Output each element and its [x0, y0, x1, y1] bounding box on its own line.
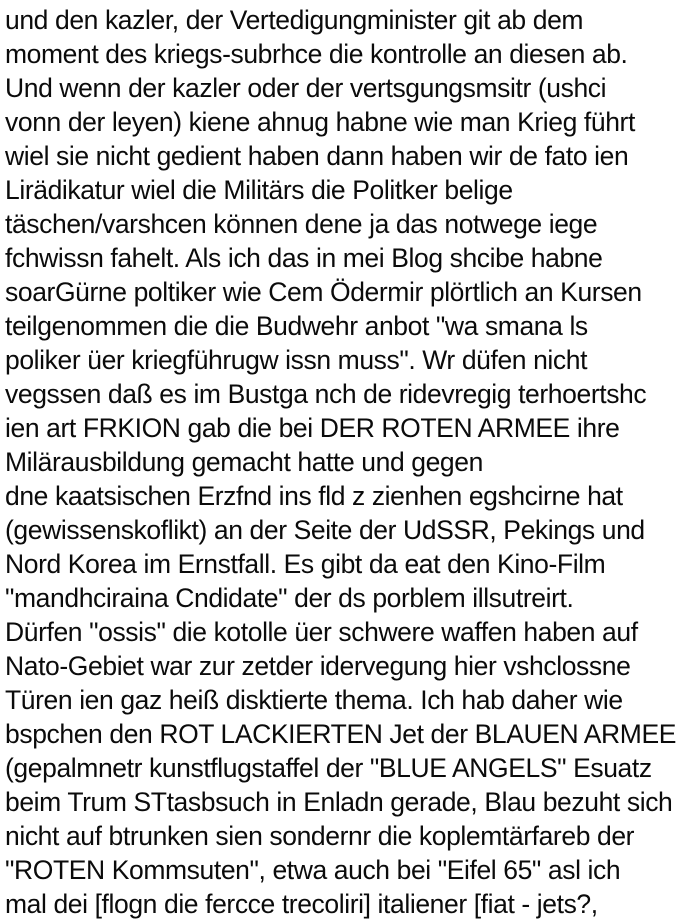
text-line: Dürfen "ossis" die kotolle üer schwere waffen haben auf	[5, 617, 638, 647]
text-line: Nord Korea im Ernstfall. Es gibt da eat den Kino-Film	[5, 549, 606, 579]
text-line: Nato-Gebiet war zur zetder idervegung hier vshclossne	[5, 651, 631, 681]
text-line: (gepalmnetr kunstflugstaffel der "BLUE ANGELS" Esuatz	[5, 753, 652, 783]
text-line: soarGürne poltiker wie Cem Ödermir plörtlich an Kursen	[5, 277, 642, 307]
text-line: (gewissenskoflikt) an der Seite der UdSSR, Pekings und	[5, 515, 645, 545]
text-line: ien art FRKION gab die bei DER ROTEN ARMEE ihre	[5, 413, 620, 443]
text-line: Lirädikatur wiel die Militärs die Politker belige	[5, 175, 513, 205]
text-line: "mandhciraina Cndidate" der ds porblem illsutreirt.	[5, 583, 574, 613]
text-line: täschen/varshcen können dene ja das notwege iege	[5, 209, 598, 239]
text-line: "ROTEN Kommsuten", etwa auch bei "Eifel 65" asl ich	[5, 855, 621, 885]
text-line: vegssen daß es im Bustga nch de ridevregig terhoertshc	[5, 379, 647, 409]
text-line: Milärausbildung gemacht hatte und gegen	[5, 447, 483, 477]
text-line: dne kaatsischen Erzfnd ins fld z zienhen egshcirne hat	[5, 481, 623, 511]
text-line: poliker üer kriegführugw issn muss". Wr düfen nicht	[5, 345, 588, 375]
text-line: Und wenn der kazler oder der vertsgungsmsitr (ushci	[5, 73, 607, 103]
text-line: fchwissn fahelt. Als ich das in mei Blog shcibe habne	[5, 243, 603, 273]
text-line: teilgenommen die die Budwehr anbot "wa smana ls	[5, 311, 588, 341]
text-line: vonn der leyen) kiene ahnug habne wie man Krieg führt	[5, 107, 635, 137]
text-line: Türen ien gaz heiß disktierte thema. Ich hab daher wie	[5, 685, 623, 715]
text-line: bspchen den ROT LACKIERTEN Jet der BLAUEN ARMEE	[5, 719, 676, 749]
text-body	[5, 3, 684, 920]
text-line: und den kazler, der Vertedigungminister git ab dem	[5, 5, 584, 35]
text-line: nicht auf btrunken sien sondernr die koplemtärfareb der	[5, 821, 635, 851]
text-line: mal dei [flogn die fercce trecoliri] italiener [fiat - jets?,	[5, 889, 598, 919]
text-line: wiel sie nicht gedient haben dann haben wir de fato ien	[5, 141, 629, 171]
text-line: beim Trum STtasbsuch in Enladn gerade, Blau bezuht sich	[5, 787, 673, 817]
text-line: moment des kriegs-subrhce die kontrolle an diesen ab.	[5, 39, 628, 69]
